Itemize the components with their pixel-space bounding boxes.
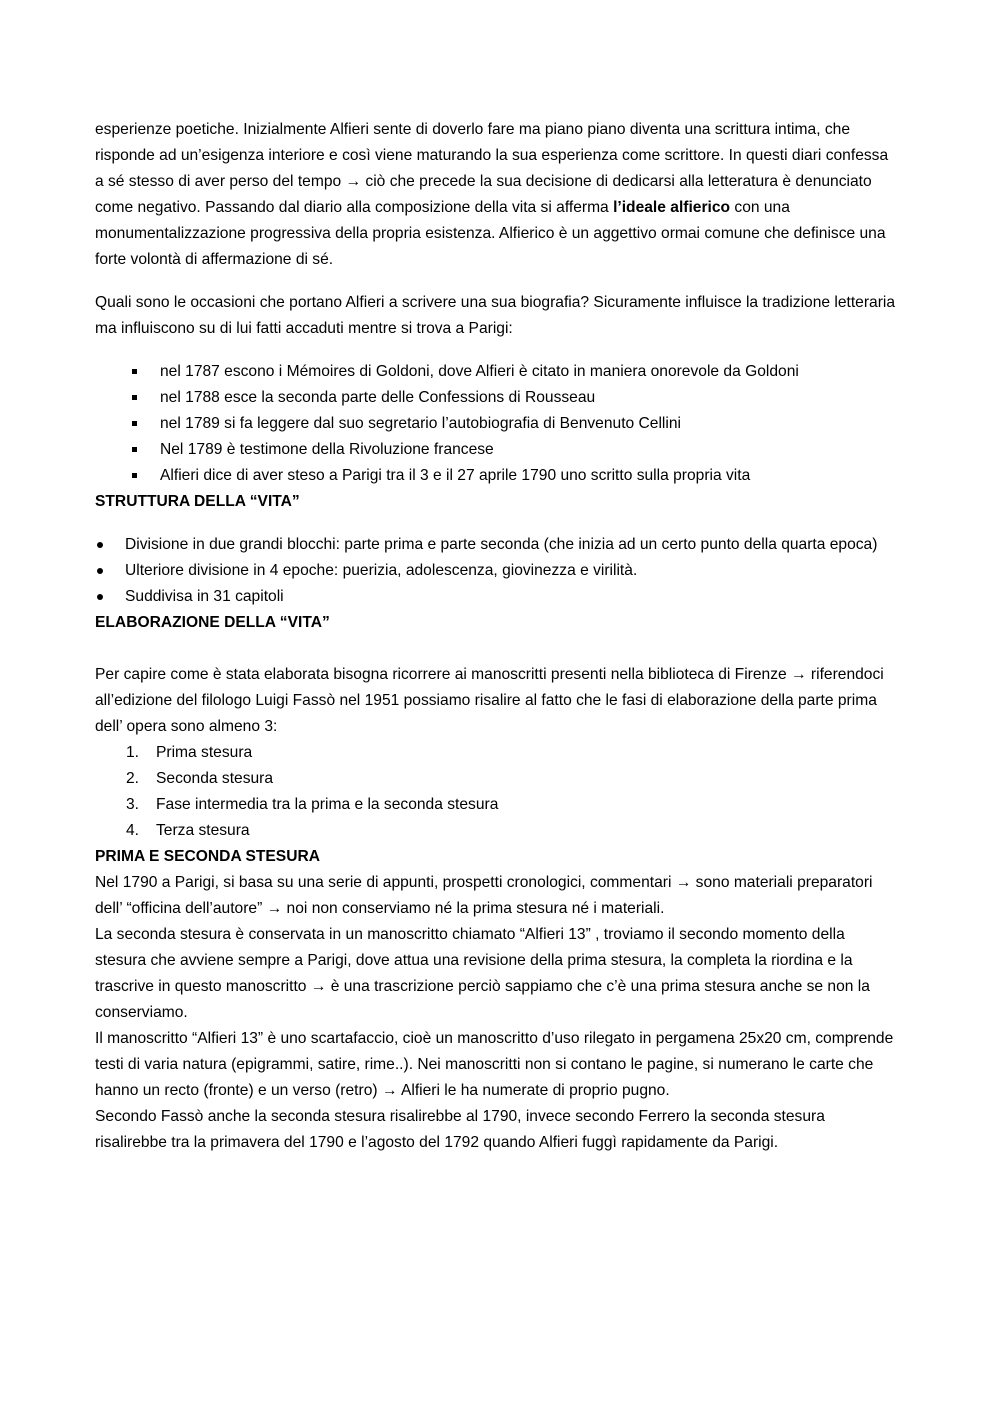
stesura-paragraph-1: Nel 1790 a Parigi, si basa su una serie di appunti, prospetti cronologici, commentari → sono materiali preparatori dell’ “officina dell’autore” → noi non conserviamo né la prima stesura né i materiali. [95, 874, 873, 917]
stesura-paragraph-2: La seconda stesura è conservata in un manoscritto chiamato “Alfieri 13” , troviamo il secondo momento della stesura che avviene sempre a Parigi, dove attua una revisione della prima stesura, la completa la riordina e la trascrive in questo manoscritto → è una trascrizione perciò sappiamo che c’è una prima stesura anche se non la conserviamo. [95, 926, 870, 1021]
list-item [95, 766, 900, 792]
intro-text-end: con una monumentalizzazione progressiva della propria esistenza. Alfierico è un aggettivo ormai comune che definisce una forte volontà di affermazione di sé. [95, 199, 886, 268]
list-item: Divisione in due grandi blocchi: parte prima e parte seconda (che inizia ad un certo punto della quarta epoca) [95, 532, 900, 558]
step-label: Prima stesura [156, 744, 253, 761]
list-item [95, 792, 900, 818]
section-heading-stesura: PRIMA E SECONDA STESURA [95, 848, 320, 865]
list-item: nel 1788 esce la seconda parte delle Confessions di Rousseau [95, 385, 900, 411]
elaborazione-paragraph: Per capire come è stata elaborata bisogna ricorrere ai manoscritti presenti nella biblioteca di Firenze → riferendoci all’edizione del filologo Luigi Fassò nel 1951 possiamo risalire al fatto che le fasi di elaborazione della parte prima dell’ opera sono almeno 3: [95, 666, 884, 735]
struttura-list [95, 532, 900, 610]
step-label: Seconda stesura [156, 770, 274, 787]
step-number: 4. [126, 822, 140, 839]
list-item: Alfieri dice di aver steso a Parigi tra il 3 e il 27 aprile 1790 uno scritto sulla propria vita [95, 463, 900, 489]
intro-bold-term: l’ideale alfierico [613, 199, 731, 216]
intro-text-start: esperienze poetiche. Inizialmente Alfieri sente di doverlo fare ma piano piano diventa una scrittura intima, che risponde ad un’esigenza interiore e così viene maturando la sua esperienza come scrittore. In questi diari confessa a sé stesso di aver perso del tempo → ciò che precede la sua decisione di dedicarsi alla letteratura è denunciato come negativo. Passando dal diario alla composizione della vita si afferma [95, 121, 889, 216]
section-heading-elaborazione: ELABORAZIONE DELLA “VITA” [95, 614, 330, 631]
steps-list [95, 740, 900, 844]
list-item: nel 1787 escono i Mémoires di Goldoni, dove Alfieri è citato in maniera onorevole da Goldoni [95, 359, 900, 385]
section-heading-struttura: STRUTTURA DELLA “VITA” [95, 493, 300, 510]
list-item [95, 818, 900, 844]
step-label: Fase intermedia tra la prima e la seconda stesura [156, 796, 499, 813]
stesura-paragraph-3: Il manoscritto “Alfieri 13” è uno scartafaccio, cioè un manoscritto d’uso rilegato in pergamena 25x20 cm, comprende testi di varia natura (epigrammi, satire, rime..). Nei manoscritti non si contano le pagine, si numerano le carte che hanno un recto (fronte) e un verso (retro) → Alfieri le ha numerate di proprio pugno. [95, 1030, 894, 1099]
list-item: nel 1789 si fa leggere dal suo segretario l’autobiografia di Benvenuto Cellini [95, 411, 900, 437]
list-item: Ulteriore divisione in 4 epoche: puerizia, adolescenza, giovinezza e virilità. [95, 558, 900, 584]
stesura-paragraph-4: Secondo Fassò anche la seconda stesura risalirebbe al 1790, invece secondo Ferrero la seconda stesura risalirebbe tra la primavera del 1790 e l’agosto del 1792 quando Alfieri fuggì rapidamente da Parigi. [95, 1108, 825, 1151]
list-item: Nel 1789 è testimone della Rivoluzione francese [95, 437, 900, 463]
step-number: 1. [126, 744, 140, 761]
events-list [95, 359, 900, 489]
step-label: Terza stesura [156, 822, 250, 839]
list-item: Suddivisa in 31 capitoli [95, 584, 900, 610]
step-number: 2. [126, 770, 140, 787]
occasions-paragraph: Quali sono le occasioni che portano Alfieri a scrivere una sua biografia? Sicuramente influisce la tradizione letteraria ma influiscono su di lui fatti accaduti mentre si trova a Parigi: [95, 294, 896, 337]
step-number: 3. [126, 796, 140, 813]
list-item [95, 740, 900, 766]
intro-paragraph [95, 117, 900, 273]
